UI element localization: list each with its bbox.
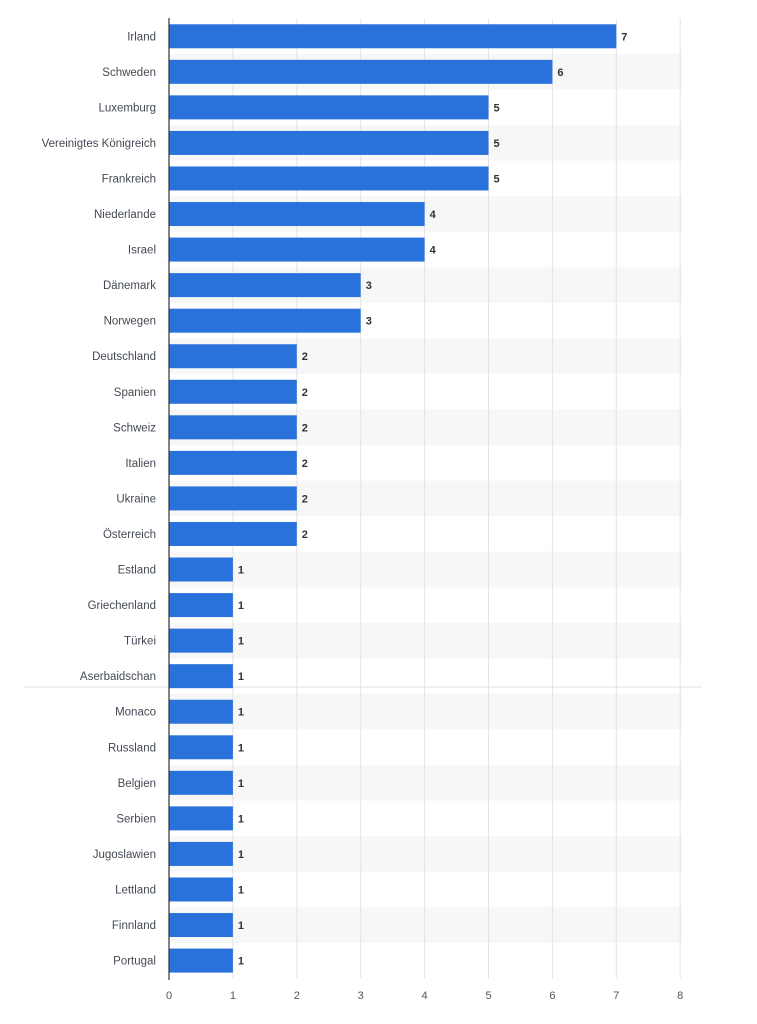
- category-label: Italien: [125, 457, 156, 470]
- category-label: Griechenland: [87, 600, 156, 613]
- value-label: 1: [237, 635, 245, 648]
- category-label: Frankreich: [101, 173, 156, 186]
- bar-serbien: [169, 806, 233, 830]
- row-stripe: [169, 836, 682, 872]
- bar-aserbaidschan: [169, 664, 233, 688]
- value-label: 2: [301, 351, 308, 364]
- category-label: Lettland: [115, 884, 156, 897]
- value-label: 2: [301, 457, 308, 470]
- bar-schweiz: [169, 415, 297, 439]
- category-label: Finnland: [111, 920, 156, 933]
- x-tick-label: 5: [485, 990, 492, 1002]
- x-tick-label: 4: [421, 990, 428, 1002]
- category-label: Aserbaidschan: [79, 671, 156, 684]
- value-label: 1: [237, 813, 245, 826]
- bar-spanien: [169, 380, 297, 404]
- value-label: 2: [301, 493, 308, 506]
- category-label: Serbien: [116, 813, 156, 826]
- value-label: 1: [237, 884, 245, 897]
- bar-israel: [169, 238, 425, 262]
- category-label: Israel: [127, 244, 156, 257]
- category-label: Luxemburg: [98, 102, 156, 115]
- value-label: 2: [301, 386, 308, 399]
- value-label: 1: [237, 777, 245, 790]
- category-label: Portugal: [113, 955, 156, 968]
- category-label: Ukraine: [116, 493, 156, 506]
- row-stripe: [169, 907, 682, 943]
- x-tick-label: 2: [293, 990, 300, 1002]
- x-tick-label: 8: [677, 990, 684, 1002]
- category-label: Vereinigtes Königreich: [41, 137, 156, 150]
- value-label: 4: [429, 244, 436, 257]
- category-label: Deutschland: [92, 351, 156, 364]
- value-label: 6: [557, 66, 564, 79]
- bar-deutschland: [169, 344, 297, 368]
- category-label: Türkei: [124, 635, 156, 648]
- category-label: Schweiz: [113, 422, 156, 435]
- bar-luxemburg: [169, 95, 489, 119]
- value-label: 7: [621, 31, 628, 44]
- bar-monaco: [169, 700, 233, 724]
- bar-turkei: [169, 629, 233, 653]
- x-tick-label: 0: [165, 990, 173, 1002]
- category-label: Monaco: [115, 706, 156, 719]
- category-label: Spanien: [113, 386, 156, 399]
- category-label: Schweden: [102, 66, 156, 79]
- bar-portugal: [169, 949, 233, 973]
- category-labels: [42, 31, 157, 967]
- x-tick-label: 1: [229, 990, 236, 1002]
- bar-lettland: [169, 877, 233, 901]
- value-label: 1: [237, 671, 245, 684]
- category-label: Estland: [117, 564, 156, 577]
- bar-italien: [169, 451, 297, 475]
- bar-finnland: [169, 913, 233, 937]
- category-label: Dänemark: [102, 280, 156, 293]
- bar-jugoslawien: [169, 842, 233, 866]
- value-label: 1: [237, 600, 245, 613]
- category-label: Irland: [127, 31, 156, 44]
- value-label: 4: [429, 209, 436, 222]
- value-label: 1: [237, 706, 245, 719]
- value-label: 1: [237, 955, 245, 968]
- x-tick-labels: [166, 990, 683, 1002]
- bar-vereinigtes-konigreich: [169, 131, 489, 155]
- value-label: 2: [301, 422, 308, 435]
- value-label: 1: [237, 848, 245, 861]
- row-stripe: [169, 765, 682, 801]
- bar-ukraine: [169, 486, 297, 510]
- value-label: 5: [493, 173, 500, 186]
- bar-schweden: [169, 60, 552, 84]
- row-stripe: [169, 694, 682, 730]
- category-label: Belgien: [117, 777, 156, 790]
- value-label: 1: [237, 564, 245, 577]
- bar-belgien: [169, 771, 233, 795]
- value-label: 3: [365, 315, 372, 328]
- row-stripe: [169, 623, 682, 659]
- value-label: 3: [365, 280, 372, 293]
- x-tick-label: 7: [613, 990, 620, 1002]
- bar-norwegen: [169, 309, 361, 333]
- value-label: 5: [493, 137, 500, 150]
- value-label: 1: [237, 742, 245, 755]
- bar-estland: [169, 558, 233, 582]
- category-label: Russland: [108, 742, 156, 755]
- bar-osterreich: [169, 522, 297, 546]
- bar-griechenland: [169, 593, 233, 617]
- bar-danemark: [169, 273, 361, 297]
- value-label: 1: [237, 920, 245, 933]
- category-label: Österreich: [102, 528, 156, 541]
- category-label: Niederlande: [93, 209, 156, 222]
- category-label: Norwegen: [103, 315, 156, 328]
- bar-frankreich: [169, 166, 489, 190]
- bar-russland: [169, 735, 233, 759]
- x-tick-label: 3: [357, 990, 364, 1002]
- value-label: 2: [301, 528, 308, 541]
- bar-niederlande: [169, 202, 425, 226]
- bar-irland: [169, 24, 616, 48]
- row-stripe: [169, 552, 682, 588]
- category-label: Jugoslawien: [92, 848, 156, 861]
- x-tick-label: 6: [549, 990, 556, 1002]
- value-label: 5: [493, 102, 500, 115]
